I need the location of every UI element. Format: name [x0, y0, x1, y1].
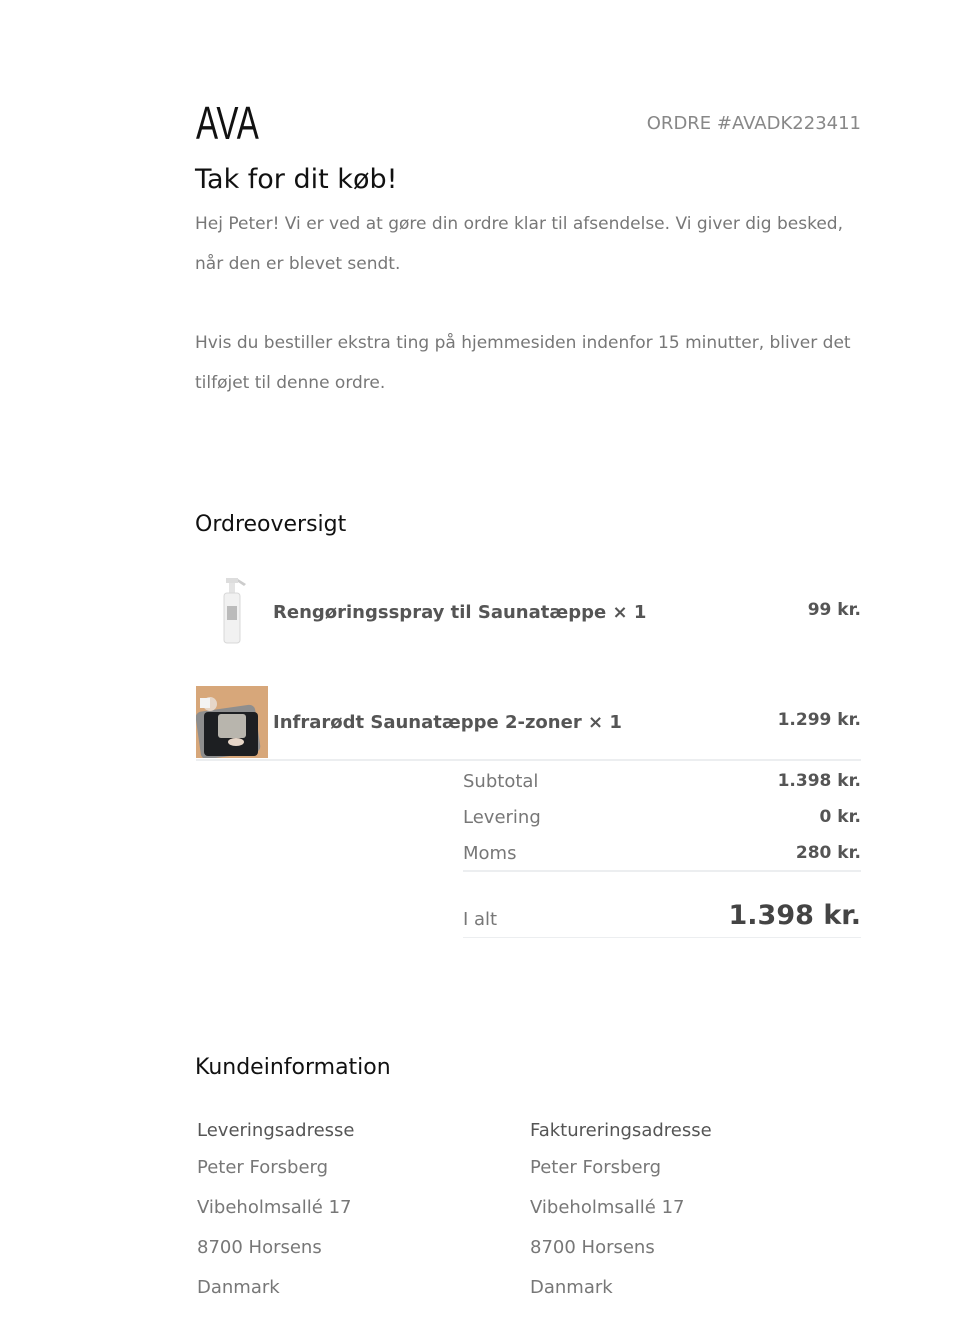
vat-row	[463, 843, 861, 873]
shipping-name: Peter Forsberg	[197, 1157, 329, 1178]
order-item	[196, 576, 861, 648]
billing-address	[530, 1120, 850, 1308]
billing-street: Vibeholmsallé 17	[530, 1197, 685, 1218]
grand-total-label: I alt	[463, 909, 498, 930]
intro-message: Hej Peter! Vi er ved at gøre din ordre klar til afsendelse. Vi giver dig besked, når den er blevet sendt.	[195, 214, 843, 274]
billing-city: 8700 Horsens	[530, 1237, 655, 1258]
order-summary-title: Ordreoversigt	[195, 512, 347, 537]
item-price: 1.299 kr.	[777, 710, 861, 730]
subtotal-value: 1.398 kr.	[777, 771, 861, 791]
vat-value: 280 kr.	[795, 843, 861, 863]
item-price: 99 kr.	[807, 600, 861, 620]
item-name: Rengøringsspray til Saunatæppe × 1	[273, 602, 647, 623]
spray-bottle-image	[196, 576, 268, 648]
billing-country: Danmark	[530, 1277, 613, 1298]
shipping-label: Levering	[463, 807, 541, 828]
shipping-street: Vibeholmsallé 17	[197, 1197, 352, 1218]
grand-total-divider	[463, 937, 861, 938]
order-item	[196, 686, 861, 758]
customer-info-title: Kundeinformation	[195, 1055, 391, 1080]
brand-logo[interactable]: AVA	[196, 97, 260, 149]
page-title: Tak for dit køb!	[195, 164, 398, 195]
billing-address-heading: Faktureringsadresse	[530, 1120, 712, 1141]
items-divider	[196, 759, 861, 761]
vat-label: Moms	[463, 843, 517, 864]
shipping-city: 8700 Horsens	[197, 1237, 322, 1258]
shipping-value: 0 kr.	[819, 807, 861, 827]
subtotal-label: Subtotal	[463, 771, 539, 792]
shipping-address-heading: Leveringsadresse	[197, 1120, 355, 1141]
order-number: ORDRE #AVADK223411	[646, 113, 861, 134]
grand-total-row	[463, 900, 861, 940]
sauna-blanket-image	[196, 686, 268, 758]
totals-divider	[463, 870, 861, 872]
shipping-row	[463, 807, 861, 837]
subtotal-row	[463, 771, 861, 801]
item-name: Infrarødt Saunatæppe 2-zoner × 1	[273, 712, 622, 733]
grand-total-value: 1.398 kr.	[728, 900, 861, 931]
shipping-country: Danmark	[197, 1277, 280, 1298]
intro-note: Hvis du bestiller ekstra ting på hjemmesiden indenfor 15 minutter, bliver det tilføjet til denne ordre.	[195, 333, 851, 393]
shipping-address	[197, 1120, 517, 1308]
billing-name: Peter Forsberg	[530, 1157, 662, 1178]
